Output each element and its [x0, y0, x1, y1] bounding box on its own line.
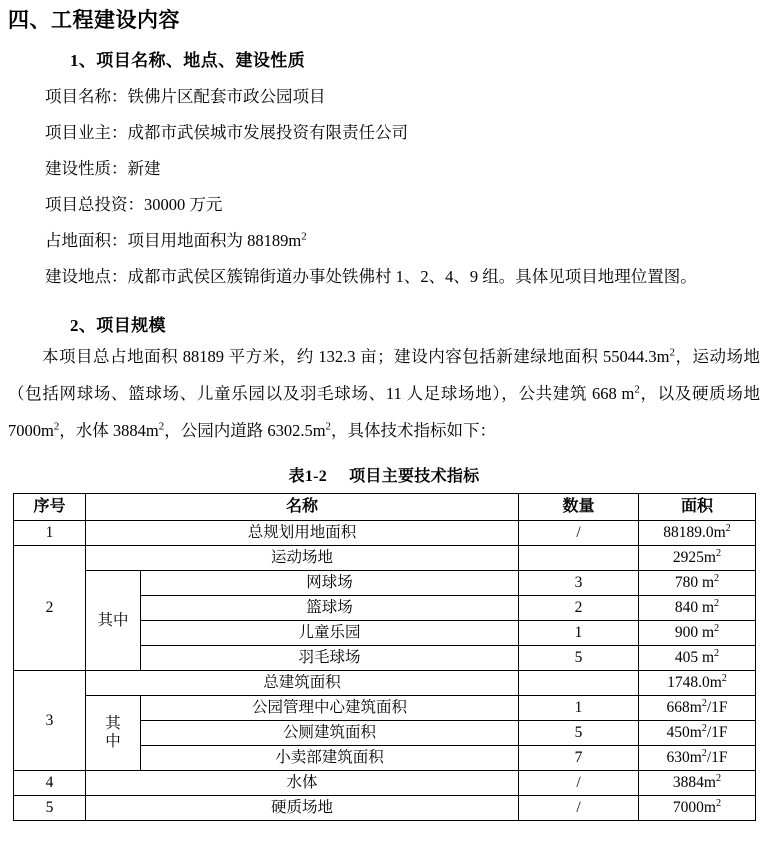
scale-text-part-2: ，运动场地（包括网球场、篮球场、儿童乐园以及羽毛球场、11 人足球场地），公共建筑 668 m — [8, 347, 761, 404]
cell-no: 3 — [14, 671, 86, 771]
table-caption-number: 表1-2 — [288, 468, 328, 486]
scale-text-part-5: ，公园内道路 6302.5m — [164, 421, 326, 441]
cell-area-suffix: /1F — [706, 724, 728, 742]
cell-area-value: 780 m — [674, 574, 715, 592]
cell-area — [639, 721, 756, 746]
field-project-owner-value: 成都市武侯城市发展投资有限责任公司 — [127, 123, 408, 143]
field-construction-site-value: 成都市武侯区簇锦街道办事处铁佛村 1、2、4、9 组。具体见项目地理位置图。 — [127, 267, 697, 287]
cell-area-suffix: /1F — [706, 699, 728, 717]
superscript-square-meter: 2 — [714, 648, 720, 660]
scale-text-part-4: ，水体 3884m — [59, 421, 159, 441]
superscript-square-meter: 2 — [634, 383, 640, 396]
table-header — [14, 494, 756, 521]
cell-area — [639, 796, 756, 821]
field-construction-nature-value: 新建 — [127, 159, 161, 179]
field-project-owner-label: 项目业主： — [45, 123, 128, 143]
table-row — [14, 771, 756, 796]
cell-area-value: 88189.0m — [663, 524, 726, 542]
cell-area — [639, 571, 756, 596]
cell-qty: 7 — [519, 746, 639, 771]
cell-area-value: 630m — [666, 749, 702, 767]
cell-area-value: 3884m — [672, 774, 716, 792]
cell-no: 1 — [14, 521, 86, 546]
cell-sub-label-char-2: 中 — [105, 733, 121, 751]
cell-qty: 5 — [519, 721, 639, 746]
table-caption — [0, 463, 768, 486]
cell-area-value: 668m — [666, 699, 702, 717]
superscript-square-meter: 2 — [715, 548, 722, 560]
table-row — [14, 796, 756, 821]
cell-name: 小卖部建筑面积 — [141, 746, 519, 771]
section-title-sub-1: 1、项目名称、地点、建设性质 — [70, 51, 306, 71]
superscript-square-meter: 2 — [701, 698, 707, 710]
section-title-main: 四、工程建设内容 — [8, 8, 180, 32]
table-row — [14, 521, 756, 546]
cell-sub-label: 其中 — [86, 571, 141, 671]
cell-area — [639, 596, 756, 621]
table-body — [14, 521, 756, 821]
superscript-square-meter: 2 — [53, 420, 60, 433]
field-total-investment-value: 30000 万元 — [144, 195, 223, 215]
superscript-square-meter: 2 — [158, 420, 165, 433]
table-caption-title: 项目主要技术指标 — [349, 468, 480, 486]
cell-sub-label — [86, 696, 141, 771]
cell-qty: / — [519, 521, 639, 546]
cell-area-value: 2925m — [672, 549, 716, 567]
superscript-square-meter: 2 — [714, 623, 720, 635]
field-land-area-value: 项目用地面积为 88189m — [127, 231, 302, 251]
cell-name: 公园管理中心建筑面积 — [141, 696, 519, 721]
superscript-square-meter: 2 — [325, 420, 331, 433]
cell-name: 水体 — [86, 771, 519, 796]
scale-text-part-6: ，具体技术指标如下： — [330, 421, 496, 441]
field-land-area — [45, 223, 760, 259]
technical-indicators-table — [13, 493, 756, 821]
superscript-square-meter: 2 — [715, 798, 722, 810]
cell-name: 运动场地 — [86, 546, 519, 571]
column-header-no: 序号 — [14, 494, 86, 521]
cell-qty — [519, 546, 639, 571]
superscript-square-meter: 2 — [721, 673, 727, 685]
field-construction-site — [45, 259, 760, 295]
document-page — [0, 6, 768, 865]
table-row — [14, 571, 756, 596]
table-header-row — [14, 494, 756, 521]
cell-name: 公厕建筑面积 — [141, 721, 519, 746]
cell-no: 2 — [14, 546, 86, 671]
cell-area-suffix: /1F — [706, 749, 728, 767]
superscript-square-meter: 2 — [715, 773, 722, 785]
cell-no: 5 — [14, 796, 86, 821]
technical-indicators-table-wrapper — [13, 493, 755, 821]
field-project-owner — [45, 115, 760, 151]
cell-qty: / — [519, 771, 639, 796]
superscript-square-meter: 2 — [669, 346, 675, 359]
cell-area — [639, 671, 756, 696]
cell-qty: 2 — [519, 596, 639, 621]
cell-name: 总建筑面积 — [86, 671, 519, 696]
cell-area — [639, 696, 756, 721]
table-row — [14, 671, 756, 696]
cell-name: 网球场 — [141, 571, 519, 596]
cell-name: 硬质场地 — [86, 796, 519, 821]
superscript-square-meter: 2 — [301, 230, 307, 243]
cell-qty: 1 — [519, 696, 639, 721]
paragraph-project-scale — [8, 338, 760, 449]
superscript-square-meter: 2 — [701, 723, 707, 735]
table-row — [14, 696, 756, 721]
cell-area-value: 900 m — [674, 624, 715, 642]
cell-no: 4 — [14, 771, 86, 796]
cell-area-value: 405 m — [674, 649, 715, 667]
field-project-name-label: 项目名称： — [45, 87, 128, 107]
cell-name: 儿童乐园 — [141, 621, 519, 646]
cell-qty: / — [519, 796, 639, 821]
cell-area — [639, 546, 756, 571]
cell-qty: 5 — [519, 646, 639, 671]
cell-area-value: 450m — [666, 724, 702, 742]
cell-area — [639, 621, 756, 646]
scale-text-part-3: ，以及硬质场地 7000m — [8, 384, 760, 441]
field-construction-nature-label: 建设性质： — [45, 159, 128, 179]
scale-text-part-1: 本项目总占地面积 88189 平方米，约 132.3 亩；建设内容包括新建绿地面积 55044.3m — [42, 347, 670, 367]
field-total-investment-label: 项目总投资： — [45, 195, 144, 215]
cell-area-value: 7000m — [672, 799, 716, 817]
column-header-qty: 数量 — [519, 494, 639, 521]
field-project-name-value: 铁佛片区配套市政公园项目 — [127, 87, 326, 107]
cell-qty — [519, 671, 639, 696]
superscript-square-meter: 2 — [701, 748, 707, 760]
cell-area-value: 840 m — [674, 599, 715, 617]
table-row — [14, 546, 756, 571]
cell-area — [639, 771, 756, 796]
column-header-area: 面积 — [639, 494, 756, 521]
superscript-square-meter: 2 — [725, 523, 731, 535]
field-land-area-label: 占地面积： — [45, 231, 128, 251]
field-construction-nature — [45, 151, 760, 187]
cell-qty: 3 — [519, 571, 639, 596]
superscript-square-meter: 2 — [714, 573, 720, 585]
cell-area — [639, 521, 756, 546]
cell-name: 羽毛球场 — [141, 646, 519, 671]
section-title-sub-2: 2、项目规模 — [70, 316, 166, 336]
cell-area — [639, 646, 756, 671]
cell-sub-label-char-1: 其 — [105, 715, 121, 733]
column-header-name: 名称 — [86, 494, 519, 521]
field-project-name — [45, 79, 760, 115]
cell-name: 篮球场 — [141, 596, 519, 621]
cell-area-value: 1748.0m — [667, 674, 722, 692]
cell-qty: 1 — [519, 621, 639, 646]
field-total-investment — [45, 187, 760, 223]
superscript-square-meter: 2 — [714, 598, 720, 610]
field-construction-site-label: 建设地点： — [45, 267, 128, 287]
cell-area — [639, 746, 756, 771]
cell-name: 总规划用地面积 — [86, 521, 519, 546]
